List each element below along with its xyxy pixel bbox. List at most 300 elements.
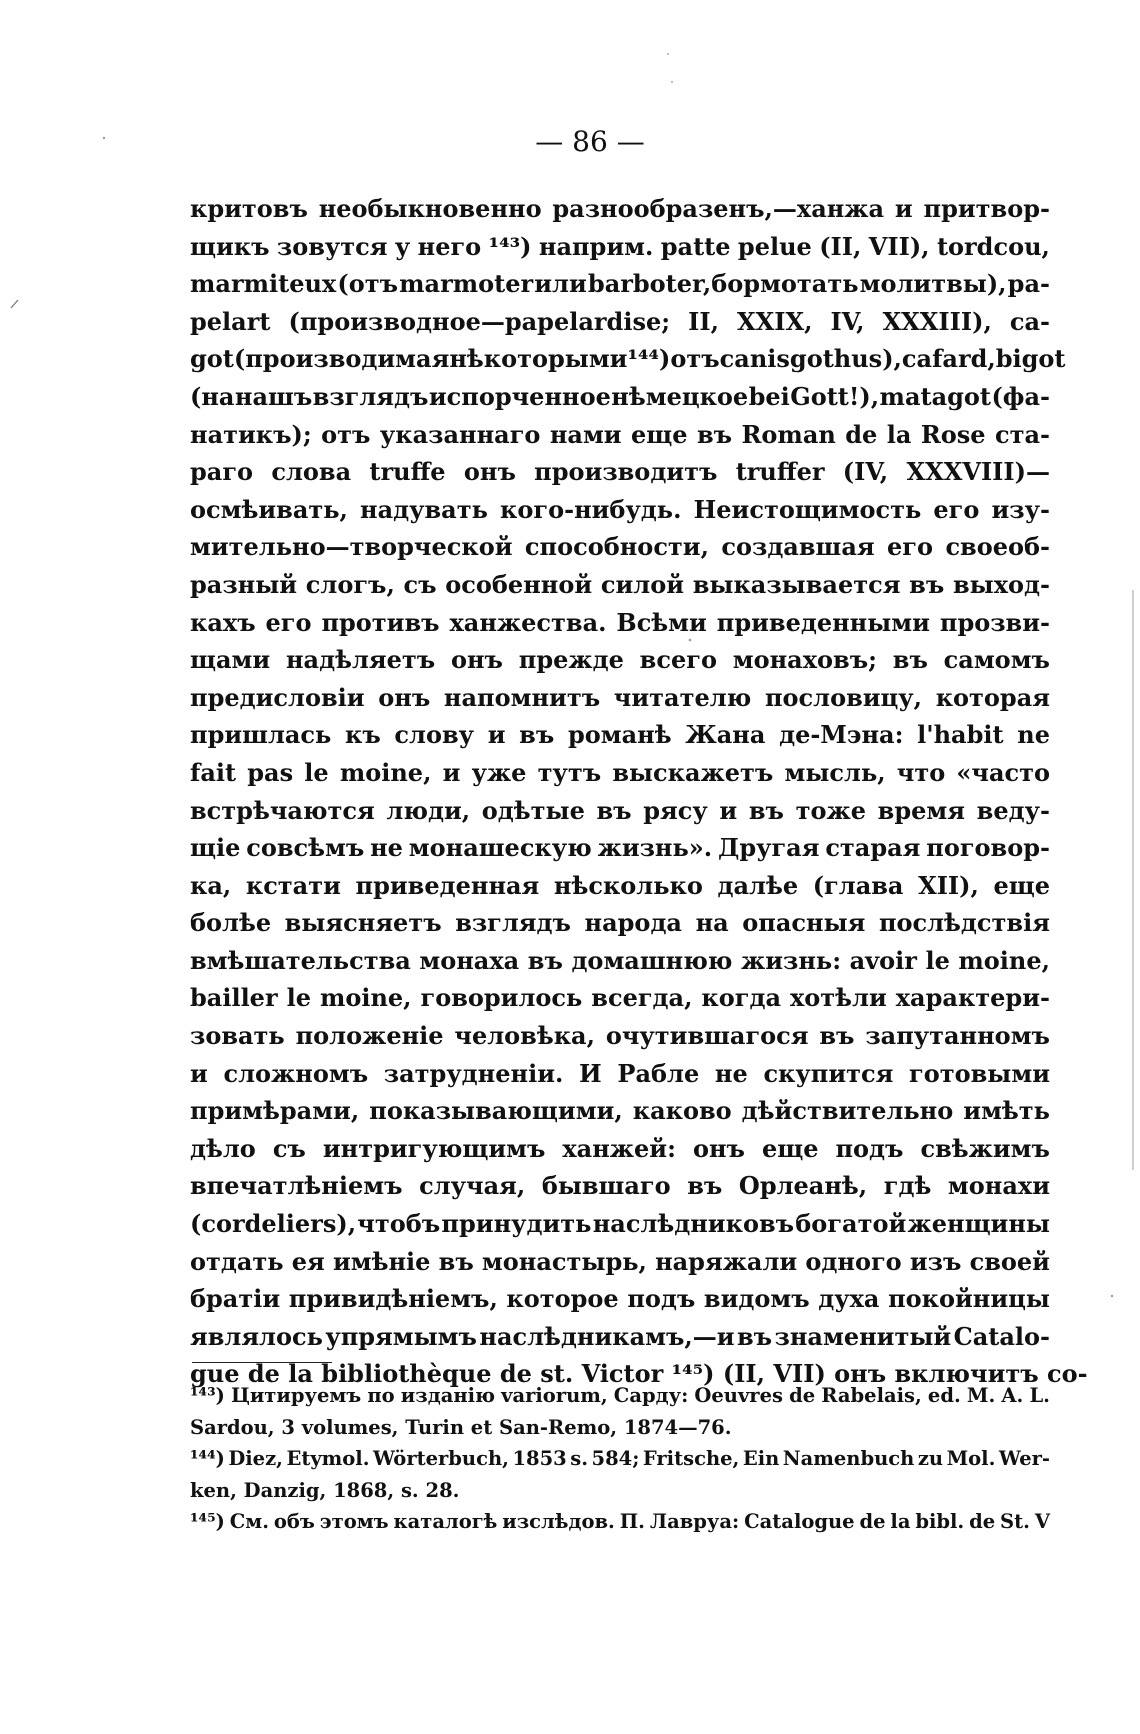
word: Орлеанѣ, — [738, 1171, 868, 1201]
word: truffer — [735, 457, 825, 487]
word: (производимая — [233, 344, 450, 374]
word: всегда, — [591, 983, 693, 1013]
word: got — [190, 344, 234, 374]
word: упрямымъ — [325, 1321, 477, 1351]
word: bigot — [995, 344, 1066, 374]
word: ne — [1017, 720, 1050, 750]
word: «часто — [956, 757, 1050, 787]
word: домашнюю — [571, 945, 733, 975]
word: встрѣчаются — [190, 795, 375, 825]
text-line — [190, 453, 1050, 491]
word: наряжали — [655, 1246, 798, 1276]
word: Roman — [741, 419, 836, 449]
word: XXXIII), — [882, 306, 992, 336]
word: монашескую — [408, 833, 592, 863]
text-line — [190, 829, 1050, 867]
word: его — [265, 607, 312, 637]
line-text: ken, Danzig, 1868, s. 28. — [190, 1478, 460, 1502]
word: приведенными — [716, 607, 930, 637]
word: особенной — [445, 569, 593, 599]
word: съ — [272, 1133, 306, 1163]
text-line — [190, 604, 1050, 642]
word: ¹⁴⁴) — [627, 344, 671, 374]
word: patte — [660, 231, 731, 261]
word: его — [887, 532, 934, 562]
word: bibl. — [915, 1510, 965, 1533]
text-line — [190, 228, 1050, 266]
word: кахъ — [190, 607, 256, 637]
text-line — [190, 190, 1050, 228]
word: раго — [190, 457, 254, 487]
word: хотѣли — [789, 983, 887, 1013]
word: ¹⁴⁴) — [190, 1447, 225, 1470]
word: въ — [527, 945, 563, 975]
word: своей — [969, 1246, 1050, 1276]
word: читателю — [613, 682, 752, 712]
word: moine, — [339, 757, 432, 787]
word: его — [933, 494, 980, 524]
text-line — [190, 491, 1050, 529]
text-line — [190, 942, 1050, 980]
word: свѣжимъ — [920, 1133, 1050, 1163]
word: зовать — [190, 1021, 285, 1051]
word: въ — [737, 1321, 773, 1351]
word: него — [417, 231, 482, 261]
word: говорилось — [420, 983, 583, 1013]
word: le — [304, 757, 329, 787]
word: жизнь». — [597, 833, 713, 863]
word: наслѣдникамъ,—и — [479, 1321, 735, 1351]
word: люди, — [386, 795, 471, 825]
word: matagot — [879, 381, 992, 411]
word: ¹⁴³) — [190, 1384, 225, 1407]
text-line — [190, 792, 1050, 830]
word: См. — [229, 1510, 269, 1533]
word: M. — [966, 1384, 996, 1407]
word: и — [487, 720, 506, 750]
footnote-line — [190, 1475, 1050, 1507]
word: Fritsche, — [642, 1447, 740, 1470]
word: Oeuvres — [694, 1384, 783, 1407]
word: bailler — [190, 983, 278, 1013]
word: въ — [438, 1246, 474, 1276]
word: видомъ — [703, 1284, 810, 1314]
word: скупится — [763, 1058, 894, 1088]
word: монаха — [419, 945, 520, 975]
word: Catalo- — [953, 1321, 1050, 1351]
word: одного — [805, 1246, 902, 1276]
word: привидѣніемъ, — [288, 1284, 498, 1314]
word: принудить — [441, 1209, 592, 1239]
word: мительно—творческой — [190, 532, 513, 562]
word: каталогѣ — [393, 1510, 498, 1533]
word: старая — [825, 833, 921, 863]
word: (IV, — [842, 457, 889, 487]
word: притвор- — [923, 194, 1050, 223]
word: и — [442, 757, 461, 787]
word: кстати — [245, 870, 341, 900]
word: avoir — [849, 945, 917, 975]
word: способности, — [524, 532, 709, 562]
word: изу- — [991, 494, 1050, 524]
text-line — [190, 1280, 1050, 1318]
word: l'habit — [917, 720, 1004, 750]
word: подъ — [627, 1284, 696, 1314]
footnote-line — [190, 1506, 1050, 1538]
word: осмѣивать, — [190, 494, 348, 524]
word: на — [695, 908, 729, 938]
text-line — [190, 1055, 1050, 1093]
word: выскажетъ — [612, 757, 774, 787]
word: fait — [190, 757, 237, 787]
text-line — [190, 716, 1050, 754]
word: разный — [190, 569, 298, 599]
word: въ — [687, 1171, 723, 1201]
word: IV, — [830, 306, 865, 336]
word: монастырь, — [481, 1246, 647, 1276]
word: въ — [519, 720, 555, 750]
word: приведенная — [355, 870, 540, 900]
word: Catalogue — [744, 1510, 855, 1533]
word: положеніе — [295, 1021, 444, 1051]
word: слова — [271, 457, 352, 487]
word: V — [1034, 1510, 1050, 1533]
word: Wer- — [998, 1447, 1050, 1470]
word: Gott!), — [790, 381, 880, 411]
word: своеоб- — [945, 532, 1050, 562]
word: A. — [1001, 1384, 1024, 1407]
word: онъ — [378, 682, 431, 712]
word: не — [714, 1058, 748, 1088]
word: предисловіи — [190, 682, 365, 712]
word: XXXVIII)— — [906, 457, 1050, 487]
text-line — [190, 754, 1050, 792]
word: и — [894, 194, 913, 223]
word: ed. — [927, 1384, 961, 1407]
word: рясу — [643, 795, 708, 825]
word: нѣкоторыми — [449, 344, 628, 374]
word: взглядъ — [312, 381, 429, 411]
word: надѣляетъ — [285, 645, 436, 675]
word: еще — [761, 1133, 819, 1163]
word: отъ — [670, 344, 720, 374]
word: совсѣмъ — [246, 833, 365, 863]
word: pelue — [737, 231, 812, 261]
word: что — [896, 757, 946, 787]
text-line — [190, 1017, 1050, 1055]
word: Всѣми — [616, 607, 707, 637]
body-text — [190, 190, 1088, 1393]
word: (фа- — [991, 381, 1050, 411]
word: создавшая — [721, 532, 875, 562]
text-line — [190, 1243, 1050, 1281]
word: послѣдствія — [878, 908, 1050, 938]
word: de — [789, 1384, 816, 1407]
word: ¹⁴⁵) — [190, 1510, 225, 1533]
word: народа — [584, 908, 682, 938]
word: И — [579, 1058, 602, 1088]
word: время — [877, 795, 965, 825]
word: le — [286, 983, 311, 1013]
footnotes — [190, 1380, 1050, 1538]
word: и — [719, 795, 738, 825]
word: необыкновенно — [318, 194, 542, 223]
word: (отъ — [337, 269, 398, 299]
text-line — [190, 1318, 1050, 1356]
word: въ — [596, 795, 632, 825]
word: указаннаго — [379, 419, 541, 449]
word: имѣть — [963, 1096, 1050, 1126]
word: Etymol. — [286, 1447, 370, 1470]
word: знаменитый — [774, 1321, 952, 1351]
word: разнообразенъ,—ханжа — [552, 194, 885, 223]
word: marmoter — [399, 269, 534, 299]
page-number: — 86 — — [535, 125, 645, 158]
word: la — [886, 419, 912, 449]
word: отъ — [321, 419, 371, 449]
word: de — [845, 419, 878, 449]
word: (cordeliers), — [190, 1209, 357, 1239]
word: variorum, — [501, 1384, 608, 1407]
word: имѣніе — [332, 1246, 431, 1276]
word: ханжей: — [562, 1133, 676, 1163]
word: нами — [549, 419, 622, 449]
word: чтобъ — [357, 1209, 441, 1239]
word: и — [190, 1058, 208, 1088]
word: ¹⁴³) — [488, 231, 532, 261]
word: примѣрами, — [190, 1096, 360, 1126]
word: II, — [688, 306, 719, 336]
word: изъ — [909, 1246, 962, 1276]
text-line — [190, 303, 1050, 341]
word: которое — [506, 1284, 619, 1314]
word: романѣ — [567, 720, 672, 750]
word: Namenbuch — [782, 1447, 915, 1470]
word: ca- — [1009, 306, 1050, 336]
text-line — [190, 566, 1050, 604]
word: одѣтые — [481, 795, 585, 825]
word: выясняетъ — [284, 908, 442, 938]
word: тутъ — [537, 757, 602, 787]
word: противъ — [321, 607, 440, 637]
word: монаховъ; — [732, 645, 877, 675]
text-line — [190, 416, 1050, 454]
word: силой — [600, 569, 685, 599]
word: щіе — [190, 833, 241, 863]
text-line — [190, 528, 1050, 566]
word: pelart — [190, 306, 271, 336]
word: вмѣшательства — [190, 945, 411, 975]
footnote-line — [190, 1380, 1050, 1412]
word: съ — [403, 569, 437, 599]
word: характери- — [895, 983, 1050, 1013]
word: де-Мэна: — [779, 720, 904, 750]
word: у — [394, 231, 411, 261]
word: взглядъ — [455, 908, 571, 938]
scan-speck — [1111, 1295, 1113, 1297]
word: всего — [639, 645, 717, 675]
word: Wörterbuch, — [373, 1447, 509, 1470]
word: уже — [471, 757, 527, 787]
word: кого-нибудь. — [500, 494, 682, 524]
word: бывшаго — [541, 1171, 671, 1201]
word: выход- — [952, 569, 1050, 599]
word: человѣка, — [454, 1021, 595, 1051]
footnote-line — [190, 1443, 1050, 1475]
word: братіи — [190, 1284, 281, 1314]
word: пословицу, — [764, 682, 922, 712]
word: готовыми — [909, 1058, 1050, 1088]
word: жизнь: — [740, 945, 842, 975]
word: критовъ — [190, 194, 308, 223]
word: Ein — [742, 1447, 780, 1470]
word: щикъ — [190, 231, 270, 261]
word: прежде — [518, 645, 624, 675]
word: не — [370, 833, 403, 863]
word: слогъ, — [305, 569, 395, 599]
text-line — [190, 979, 1050, 1017]
word: truffe — [369, 457, 446, 487]
word: этомъ — [319, 1510, 389, 1533]
word: натикъ); — [190, 419, 312, 449]
word: гдѣ — [883, 1171, 932, 1201]
word: молитвы), — [859, 269, 1007, 299]
line-text: gue de la bibliothèque de st. Victor ¹⁴⁵) (II, VII) онъ включитъ со- — [190, 1359, 1088, 1389]
word: П. — [619, 1510, 645, 1533]
word: L. — [1029, 1384, 1050, 1407]
word: Сарду: — [613, 1384, 689, 1407]
word: еще — [631, 419, 688, 449]
word: въ — [819, 1021, 855, 1051]
word: barboter,бормотать — [587, 269, 859, 299]
word: XXIX, — [737, 306, 813, 336]
text-line — [190, 265, 1050, 303]
word: объ — [273, 1510, 315, 1533]
word: de — [859, 1510, 886, 1533]
word: онъ — [463, 457, 516, 487]
word: мысль, — [784, 757, 886, 787]
word: Diez, — [228, 1447, 283, 1470]
word: cafard, — [901, 344, 996, 374]
word: marmiteux — [190, 269, 337, 299]
word: когда — [701, 983, 782, 1013]
word: ка, — [190, 870, 232, 900]
word: отдать — [190, 1246, 284, 1276]
word: онъ — [450, 645, 503, 675]
word: подъ — [835, 1133, 904, 1163]
text-line — [190, 679, 1050, 717]
word: VII), — [868, 231, 930, 261]
word: каково — [632, 1096, 732, 1126]
word: Жана — [685, 720, 766, 750]
word: затрудненіи. — [383, 1058, 564, 1088]
word: производитъ — [534, 457, 718, 487]
word: zu — [917, 1447, 944, 1470]
word: нашъ — [234, 381, 313, 411]
word: сложномъ — [223, 1058, 369, 1088]
word: далѣе — [717, 870, 799, 900]
text-line — [190, 1130, 1050, 1168]
word: случая, — [419, 1171, 526, 1201]
word: прозви- — [939, 607, 1050, 637]
word: въ — [696, 419, 733, 449]
word: духа — [818, 1284, 880, 1314]
word: слову — [394, 720, 475, 750]
text-line — [190, 1092, 1050, 1130]
word: (производное—papelardise; — [288, 306, 671, 336]
text-line — [190, 1205, 1050, 1243]
word: XII), — [918, 870, 979, 900]
word: изслѣдов. — [502, 1510, 615, 1533]
scan-speck — [11, 300, 18, 308]
word: tordcou, — [936, 231, 1050, 261]
word: нѣмецкое — [611, 381, 749, 411]
word: богатой — [795, 1209, 907, 1239]
word: въ — [748, 795, 784, 825]
scan-speck — [667, 53, 669, 55]
word: болѣе — [190, 908, 272, 938]
word: bei — [748, 381, 790, 411]
text-line — [190, 340, 1066, 378]
word: Другая — [717, 833, 820, 863]
word: еще — [993, 870, 1050, 900]
word: выказывается — [692, 569, 901, 599]
word: въ — [892, 645, 928, 675]
word: напомнитъ — [443, 682, 601, 712]
word: которая — [935, 682, 1050, 712]
word: дѣйствительно — [741, 1096, 954, 1126]
word: ея — [291, 1246, 325, 1276]
word: Неистощимость — [693, 494, 922, 524]
word: опасныя — [742, 908, 866, 938]
word: по — [367, 1384, 395, 1407]
word: наприм. — [538, 231, 654, 261]
word: запутанномъ — [865, 1021, 1050, 1051]
word: Рабле — [617, 1058, 700, 1088]
word: къ — [345, 720, 381, 750]
word: веду- — [976, 795, 1050, 825]
word: Rabelais, — [821, 1384, 922, 1407]
word: зовутся — [276, 231, 388, 261]
word: или — [534, 269, 587, 299]
word: ханжества. — [449, 607, 607, 637]
word: самомъ — [943, 645, 1050, 675]
line-text: Sardou, 3 volumes, Turin et San-Remo, 1874—76. — [190, 1415, 732, 1439]
word: (глава — [812, 870, 904, 900]
word: (на — [190, 381, 235, 411]
word: онъ — [692, 1133, 745, 1163]
word: женщины — [907, 1209, 1050, 1239]
word: gothus), — [789, 344, 902, 374]
word: тоже — [795, 795, 867, 825]
word: Лавруа: — [649, 1510, 740, 1533]
word: pas — [247, 757, 294, 787]
word: надувать — [360, 494, 488, 524]
text-line — [190, 378, 1050, 416]
word: испорченное — [428, 381, 611, 411]
word: moine, — [958, 945, 1050, 975]
word: очутившагося — [605, 1021, 809, 1051]
word: покойницы — [888, 1284, 1050, 1314]
word: la — [890, 1510, 911, 1533]
word: (II, — [819, 231, 862, 261]
word: показывающими, — [369, 1096, 623, 1126]
text-line — [190, 904, 1050, 942]
footnote-line — [190, 1412, 1050, 1444]
word: поговор- — [926, 833, 1050, 863]
word: изданію — [400, 1384, 496, 1407]
word: pa- — [1007, 269, 1050, 299]
